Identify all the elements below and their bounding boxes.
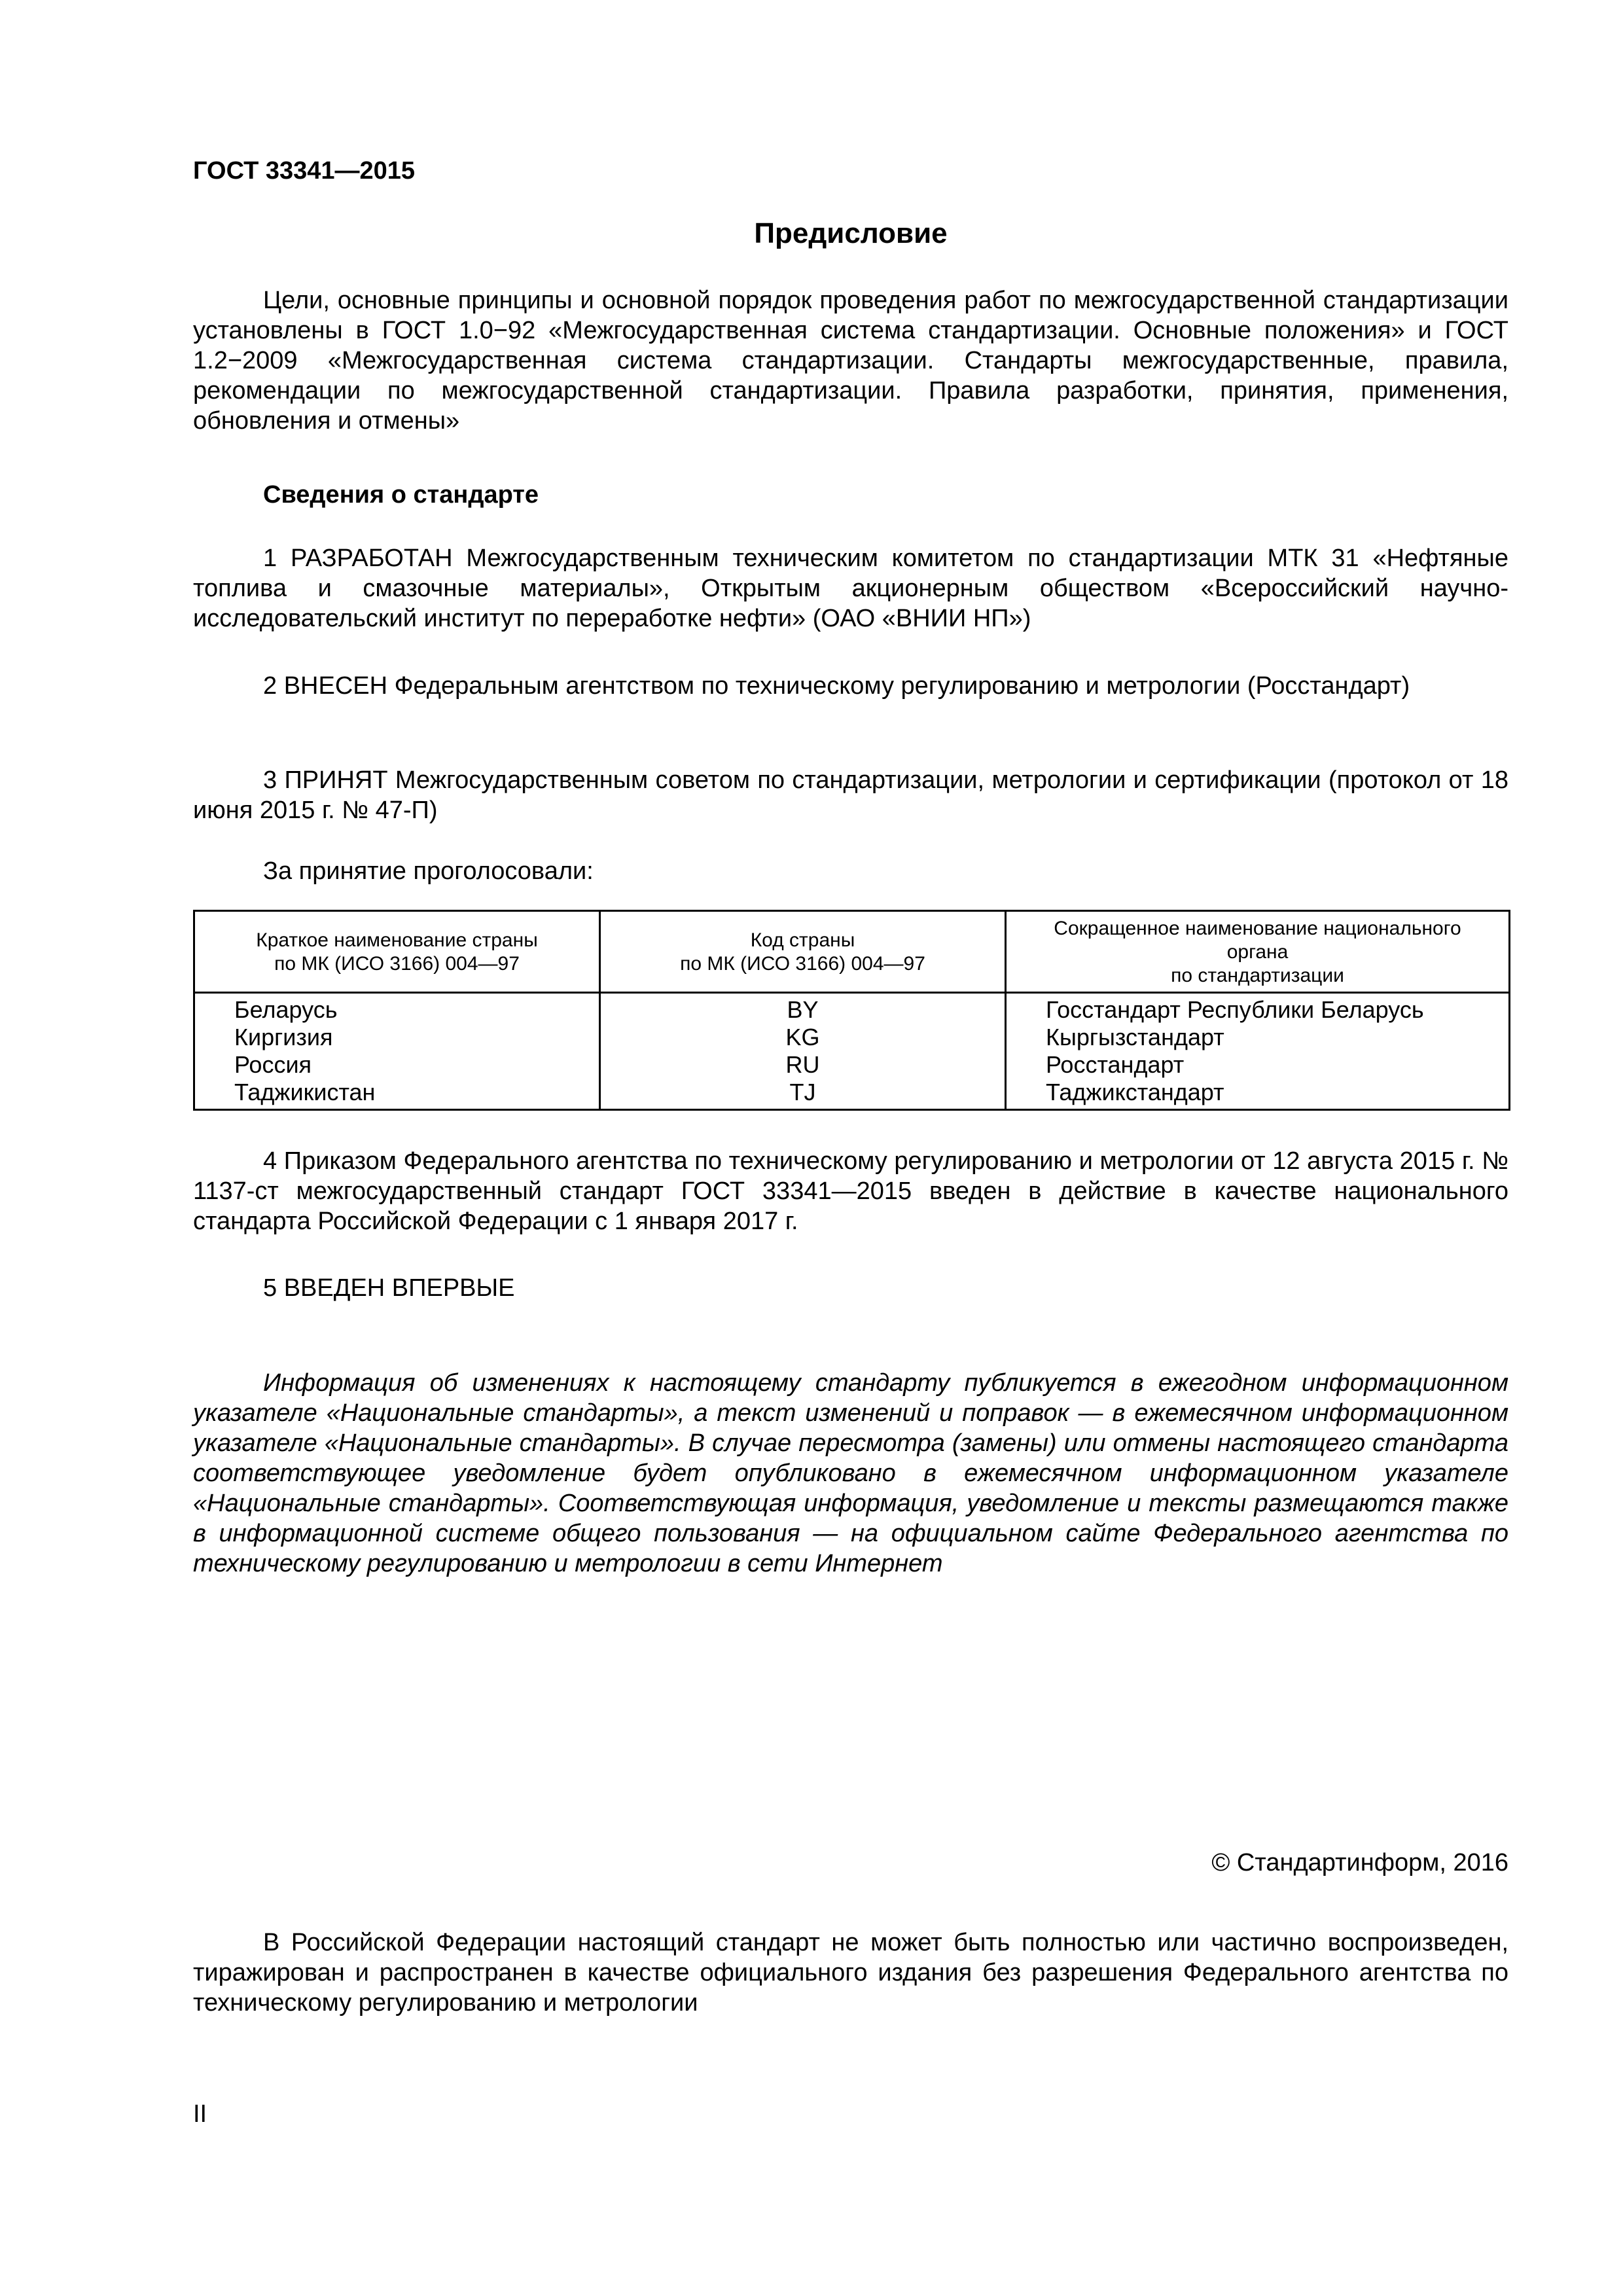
- cell-code: BY: [600, 993, 1006, 1024]
- column-header-organ: Сокращенное наименование национального органа по стандартизации: [1006, 911, 1510, 993]
- table-row: [194, 1024, 1510, 1051]
- item-submitted: 2 ВНЕСЕН Федеральным агентством по техническому регулированию и метрологии (Росстандарт): [263, 672, 1410, 700]
- column-header-country: Краткое наименование страны по МК (ИСО 3166) 004—97: [194, 911, 600, 993]
- cell-country: Киргизия: [194, 1024, 600, 1051]
- document-code: ГОСТ 33341—2015: [193, 157, 416, 185]
- page-title: Предисловие: [754, 217, 948, 249]
- cell-organ: Таджикстандарт: [1006, 1079, 1510, 1110]
- document-page: [193, 0, 1508, 2296]
- table-header-row: [194, 911, 1510, 993]
- item-adopted: 3 ПРИНЯТ Межгосударственным советом по стандартизации, метрологии и сертификации (протокол от 18 июня 2015 г. № 47-П): [193, 766, 1508, 824]
- cell-country: Беларусь: [194, 993, 600, 1024]
- cell-organ: Росстандарт: [1006, 1051, 1510, 1079]
- item-enacted: 4 Приказом Федерального агентства по техническому регулированию и метрологии от 12 августа 2015 г. № 1137-ст межгосударственный стандарт ГОСТ 33341—2015 введен в действие в качестве национального стандарта Российской Федерации с 1 января 2017 г.: [193, 1147, 1508, 1235]
- changes-notice: Информация об изменениях к настоящему стандарту публикуется в ежегодном информационном указателе «Национальные стандарты», а текст изменений и поправок — в ежемесячном информационном указателе «Национальные стандарты». В случае пересмотра (замены) или отмены настоящего стандарта соответствующее уведомление будет опубликовано в ежемесячном информационном указателе «Национальные стандарты». Соответствующая информация, уведомление и тексты размещаются также в информационной системе общего пользования — на официальном сайте Федерального агентства по техническому регулированию и метрологии в сети Интернет: [193, 1369, 1508, 1577]
- cell-code: TJ: [600, 1079, 1006, 1110]
- cell-country: Таджикистан: [194, 1079, 600, 1110]
- page-number: II: [193, 2100, 207, 2128]
- item-developed: 1 РАЗРАБОТАН Межгосударственным техническим комитетом по стандартизации МТК 31 «Нефтяные топлива и смазочные материалы», Открытым акционерным обществом «Всероссийский научно-исследовательский институт по переработке нефти» (ОАО «ВНИИ НП»): [193, 545, 1508, 632]
- cell-code: RU: [600, 1051, 1006, 1079]
- cell-organ: Госстандарт Республики Беларусь: [1006, 993, 1510, 1024]
- standard-info-heading: Сведения о стандарте: [263, 481, 539, 509]
- cell-code: KG: [600, 1024, 1006, 1051]
- voted-label: За принятие проголосовали:: [263, 857, 594, 885]
- cell-organ: Кыргызстандарт: [1006, 1024, 1510, 1051]
- intro-paragraph: Цели, основные принципы и основной порядок проведения работ по межгосударственной стандартизации установлены в ГОСТ 1.0−92 «Межгосударственная система стандартизации. Основные положения» и ГОСТ 1.2−2009 «Межгосударственная система стандартизации. Стандарты межгосударственные, правила, рекомендации по межгосударственной стандартизации. Правила разработки, принятия, применения, обновления и отмены»: [193, 287, 1508, 435]
- column-header-code: Код страны по МК (ИСО 3166) 004—97: [600, 911, 1006, 993]
- table-row: [194, 1051, 1510, 1079]
- table-row: [194, 1079, 1510, 1110]
- cell-country: Россия: [194, 1051, 600, 1079]
- copyright-line: © Стандартинформ, 2016: [1211, 1849, 1508, 1876]
- rights-notice: В Российской Федерации настоящий стандарт не может быть полностью или частично воспроизведен, тиражирован и распространен в качестве официального издания без разрешения Федерального агентства по техническому регулированию и метрологии: [193, 1929, 1508, 2017]
- table-row: [194, 993, 1510, 1024]
- voting-table: [193, 910, 1510, 1111]
- item-first-introduced: 5 ВВЕДЕН ВПЕРВЫЕ: [263, 1274, 515, 1302]
